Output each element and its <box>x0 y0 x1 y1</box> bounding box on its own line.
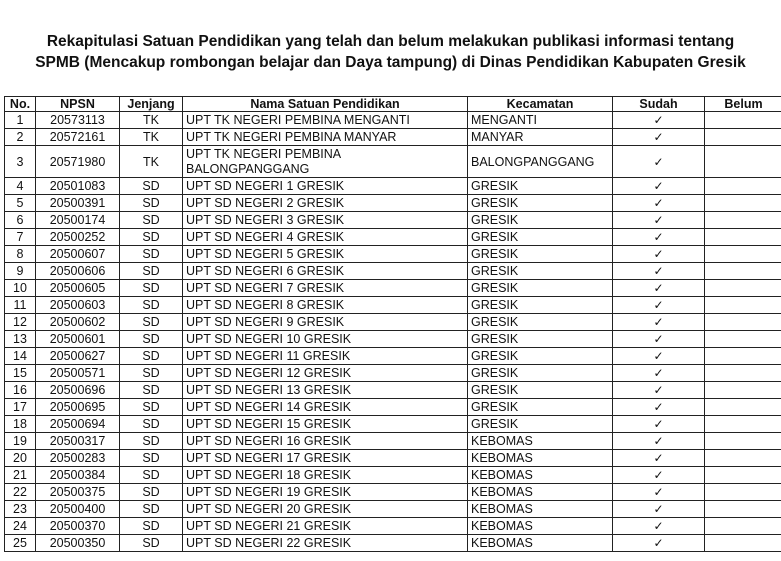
cell-nama: UPT SD NEGERI 7 GRESIK <box>183 280 468 297</box>
cell-nama: UPT SD NEGERI 4 GRESIK <box>183 229 468 246</box>
cell-nama: UPT SD NEGERI 12 GRESIK <box>183 365 468 382</box>
table-row <box>5 433 781 450</box>
cell-belum <box>705 382 781 399</box>
cell-no: 3 <box>5 146 36 178</box>
cell-nama: UPT TK NEGERI PEMBINA MANYAR <box>183 129 468 146</box>
cell-no: 11 <box>5 297 36 314</box>
cell-no: 23 <box>5 501 36 518</box>
cell-no: 17 <box>5 399 36 416</box>
table-row <box>5 450 781 467</box>
table-row <box>5 484 781 501</box>
cell-no: 7 <box>5 229 36 246</box>
cell-nama: UPT SD NEGERI 14 GRESIK <box>183 399 468 416</box>
cell-no: 18 <box>5 416 36 433</box>
cell-kecamatan: GRESIK <box>468 195 613 212</box>
cell-nama: UPT SD NEGERI 9 GRESIK <box>183 314 468 331</box>
cell-kecamatan: GRESIK <box>468 382 613 399</box>
table-row <box>5 416 781 433</box>
cell-nama: UPT SD NEGERI 6 GRESIK <box>183 263 468 280</box>
cell-jenjang: SD <box>120 195 183 212</box>
cell-nama: UPT SD NEGERI 5 GRESIK <box>183 246 468 263</box>
cell-no: 13 <box>5 331 36 348</box>
cell-belum <box>705 229 781 246</box>
cell-kecamatan: KEBOMAS <box>468 467 613 484</box>
cell-kecamatan: GRESIK <box>468 348 613 365</box>
cell-no: 6 <box>5 212 36 229</box>
cell-kecamatan: GRESIK <box>468 297 613 314</box>
cell-nama: UPT SD NEGERI 21 GRESIK <box>183 518 468 535</box>
header-belum: Belum <box>705 97 781 112</box>
table-row <box>5 212 781 229</box>
cell-kecamatan: GRESIK <box>468 246 613 263</box>
cell-npsn: 20572161 <box>36 129 120 146</box>
cell-jenjang: SD <box>120 212 183 229</box>
table-row <box>5 129 781 146</box>
cell-nama: UPT SD NEGERI 16 GRESIK <box>183 433 468 450</box>
cell-jenjang: SD <box>120 450 183 467</box>
cell-sudah-check: ✓ <box>613 501 705 518</box>
cell-no: 9 <box>5 263 36 280</box>
table-row <box>5 263 781 280</box>
cell-jenjang: SD <box>120 484 183 501</box>
cell-belum <box>705 484 781 501</box>
table-row <box>5 178 781 195</box>
table-row <box>5 365 781 382</box>
cell-kecamatan: KEBOMAS <box>468 450 613 467</box>
cell-jenjang: SD <box>120 467 183 484</box>
header-npsn: NPSN <box>36 97 120 112</box>
header-jenjang: Jenjang <box>120 97 183 112</box>
cell-kecamatan: GRESIK <box>468 178 613 195</box>
cell-npsn: 20571980 <box>36 146 120 178</box>
cell-no: 16 <box>5 382 36 399</box>
cell-npsn: 20500571 <box>36 365 120 382</box>
cell-sudah-check: ✓ <box>613 195 705 212</box>
cell-npsn: 20500252 <box>36 229 120 246</box>
cell-kecamatan: GRESIK <box>468 399 613 416</box>
table-body <box>5 112 781 552</box>
cell-nama: UPT SD NEGERI 1 GRESIK <box>183 178 468 195</box>
recap-table <box>4 96 781 552</box>
cell-nama: UPT TK NEGERI PEMBINA MENGANTI <box>183 112 468 129</box>
table-row <box>5 195 781 212</box>
cell-belum <box>705 467 781 484</box>
cell-npsn: 20500602 <box>36 314 120 331</box>
cell-no: 4 <box>5 178 36 195</box>
table-row <box>5 331 781 348</box>
cell-kecamatan: KEBOMAS <box>468 518 613 535</box>
cell-sudah-check: ✓ <box>613 280 705 297</box>
title-line-1: Rekapitulasi Satuan Pendidikan yang telah dan belum melakukan publikasi informasi tentang <box>46 33 735 50</box>
cell-jenjang: SD <box>120 280 183 297</box>
cell-npsn: 20500696 <box>36 382 120 399</box>
cell-kecamatan: KEBOMAS <box>468 535 613 552</box>
cell-no: 22 <box>5 484 36 501</box>
table-row <box>5 297 781 314</box>
cell-nama: UPT SD NEGERI 13 GRESIK <box>183 382 468 399</box>
cell-no: 14 <box>5 348 36 365</box>
cell-npsn: 20500370 <box>36 518 120 535</box>
cell-sudah-check: ✓ <box>613 146 705 178</box>
cell-jenjang: SD <box>120 178 183 195</box>
cell-kecamatan: GRESIK <box>468 416 613 433</box>
table-row <box>5 229 781 246</box>
cell-sudah-check: ✓ <box>613 348 705 365</box>
cell-kecamatan: KEBOMAS <box>468 484 613 501</box>
cell-npsn: 20500350 <box>36 535 120 552</box>
cell-jenjang: SD <box>120 382 183 399</box>
cell-npsn: 20500695 <box>36 399 120 416</box>
table-row <box>5 112 781 129</box>
table-row <box>5 382 781 399</box>
cell-jenjang: SD <box>120 229 183 246</box>
cell-npsn: 20500606 <box>36 263 120 280</box>
cell-nama: UPT SD NEGERI 3 GRESIK <box>183 212 468 229</box>
cell-kecamatan: GRESIK <box>468 314 613 331</box>
cell-belum <box>705 501 781 518</box>
cell-jenjang: SD <box>120 331 183 348</box>
cell-kecamatan: GRESIK <box>468 331 613 348</box>
cell-belum <box>705 146 781 178</box>
cell-sudah-check: ✓ <box>613 297 705 314</box>
cell-nama: UPT SD NEGERI 2 GRESIK <box>183 195 468 212</box>
cell-npsn: 20501083 <box>36 178 120 195</box>
cell-jenjang: SD <box>120 501 183 518</box>
cell-sudah-check: ✓ <box>613 467 705 484</box>
cell-belum <box>705 433 781 450</box>
cell-sudah-check: ✓ <box>613 331 705 348</box>
cell-sudah-check: ✓ <box>613 112 705 129</box>
cell-npsn: 20500283 <box>36 450 120 467</box>
cell-jenjang: SD <box>120 416 183 433</box>
header-nama: Nama Satuan Pendidikan <box>183 97 468 112</box>
cell-kecamatan: GRESIK <box>468 365 613 382</box>
cell-belum <box>705 348 781 365</box>
cell-belum <box>705 195 781 212</box>
table-header-row <box>5 97 781 112</box>
header-no: No. <box>5 97 36 112</box>
cell-no: 5 <box>5 195 36 212</box>
cell-belum <box>705 518 781 535</box>
cell-no: 20 <box>5 450 36 467</box>
cell-sudah-check: ✓ <box>613 246 705 263</box>
cell-belum <box>705 246 781 263</box>
cell-jenjang: TK <box>120 146 183 178</box>
cell-npsn: 20500375 <box>36 484 120 501</box>
cell-belum <box>705 450 781 467</box>
cell-sudah-check: ✓ <box>613 229 705 246</box>
cell-nama: UPT SD NEGERI 8 GRESIK <box>183 297 468 314</box>
cell-npsn: 20500694 <box>36 416 120 433</box>
cell-sudah-check: ✓ <box>613 399 705 416</box>
cell-belum <box>705 280 781 297</box>
cell-kecamatan: MANYAR <box>468 129 613 146</box>
table-row <box>5 501 781 518</box>
cell-nama: UPT SD NEGERI 11 GRESIK <box>183 348 468 365</box>
cell-sudah-check: ✓ <box>613 212 705 229</box>
cell-belum <box>705 112 781 129</box>
table-row <box>5 246 781 263</box>
cell-jenjang: SD <box>120 314 183 331</box>
cell-jenjang: SD <box>120 399 183 416</box>
table-row <box>5 535 781 552</box>
cell-sudah-check: ✓ <box>613 178 705 195</box>
table-row <box>5 314 781 331</box>
title-line-2: SPMB (Mencakup rombongan belajar dan Daya tampung) di Dinas Pendidikan Kabupaten Gresik <box>35 54 746 71</box>
header-sudah: Sudah <box>613 97 705 112</box>
table-row <box>5 467 781 484</box>
cell-sudah-check: ✓ <box>613 484 705 501</box>
cell-no: 24 <box>5 518 36 535</box>
cell-sudah-check: ✓ <box>613 416 705 433</box>
cell-jenjang: SD <box>120 348 183 365</box>
cell-jenjang: SD <box>120 246 183 263</box>
cell-no: 21 <box>5 467 36 484</box>
cell-kecamatan: GRESIK <box>468 229 613 246</box>
cell-belum <box>705 535 781 552</box>
cell-jenjang: SD <box>120 535 183 552</box>
cell-no: 25 <box>5 535 36 552</box>
cell-nama: UPT SD NEGERI 10 GRESIK <box>183 331 468 348</box>
cell-kecamatan: BALONGPANGGANG <box>468 146 613 178</box>
cell-npsn: 20500605 <box>36 280 120 297</box>
cell-belum <box>705 314 781 331</box>
cell-npsn: 20500607 <box>36 246 120 263</box>
cell-no: 15 <box>5 365 36 382</box>
cell-no: 10 <box>5 280 36 297</box>
cell-no: 2 <box>5 129 36 146</box>
cell-belum <box>705 399 781 416</box>
cell-sudah-check: ✓ <box>613 450 705 467</box>
table-row <box>5 146 781 178</box>
cell-sudah-check: ✓ <box>613 314 705 331</box>
cell-belum <box>705 297 781 314</box>
cell-belum <box>705 212 781 229</box>
table-row <box>5 518 781 535</box>
cell-nama: UPT SD NEGERI 20 GRESIK <box>183 501 468 518</box>
cell-nama: UPT SD NEGERI 18 GRESIK <box>183 467 468 484</box>
cell-sudah-check: ✓ <box>613 129 705 146</box>
cell-npsn: 20500391 <box>36 195 120 212</box>
cell-nama: UPT SD NEGERI 22 GRESIK <box>183 535 468 552</box>
cell-sudah-check: ✓ <box>613 365 705 382</box>
header-kecamatan: Kecamatan <box>468 97 613 112</box>
cell-belum <box>705 416 781 433</box>
cell-nama: UPT SD NEGERI 17 GRESIK <box>183 450 468 467</box>
cell-kecamatan: GRESIK <box>468 280 613 297</box>
cell-belum <box>705 178 781 195</box>
cell-npsn: 20500603 <box>36 297 120 314</box>
cell-sudah-check: ✓ <box>613 382 705 399</box>
cell-belum <box>705 129 781 146</box>
cell-jenjang: SD <box>120 433 183 450</box>
cell-nama: UPT SD NEGERI 19 GRESIK <box>183 484 468 501</box>
cell-jenjang: SD <box>120 518 183 535</box>
cell-nama: UPT TK NEGERI PEMBINA BALONGPANGGANG <box>183 146 468 178</box>
cell-kecamatan: KEBOMAS <box>468 501 613 518</box>
cell-sudah-check: ✓ <box>613 535 705 552</box>
table-row <box>5 399 781 416</box>
cell-npsn: 20500627 <box>36 348 120 365</box>
cell-jenjang: SD <box>120 365 183 382</box>
cell-kecamatan: MENGANTI <box>468 112 613 129</box>
cell-belum <box>705 365 781 382</box>
cell-jenjang: SD <box>120 263 183 280</box>
cell-sudah-check: ✓ <box>613 433 705 450</box>
cell-jenjang: TK <box>120 129 183 146</box>
cell-sudah-check: ✓ <box>613 263 705 280</box>
cell-npsn: 20500384 <box>36 467 120 484</box>
table-row <box>5 348 781 365</box>
cell-no: 1 <box>5 112 36 129</box>
cell-jenjang: SD <box>120 297 183 314</box>
cell-kecamatan: KEBOMAS <box>468 433 613 450</box>
cell-no: 8 <box>5 246 36 263</box>
cell-kecamatan: GRESIK <box>468 263 613 280</box>
cell-npsn: 20500174 <box>36 212 120 229</box>
cell-belum <box>705 263 781 280</box>
cell-sudah-check: ✓ <box>613 518 705 535</box>
cell-npsn: 20500317 <box>36 433 120 450</box>
cell-kecamatan: GRESIK <box>468 212 613 229</box>
table-row <box>5 280 781 297</box>
cell-npsn: 20573113 <box>36 112 120 129</box>
cell-nama: UPT SD NEGERI 15 GRESIK <box>183 416 468 433</box>
cell-belum <box>705 331 781 348</box>
cell-no: 19 <box>5 433 36 450</box>
cell-no: 12 <box>5 314 36 331</box>
page-title <box>0 31 781 73</box>
cell-jenjang: TK <box>120 112 183 129</box>
cell-npsn: 20500601 <box>36 331 120 348</box>
cell-npsn: 20500400 <box>36 501 120 518</box>
